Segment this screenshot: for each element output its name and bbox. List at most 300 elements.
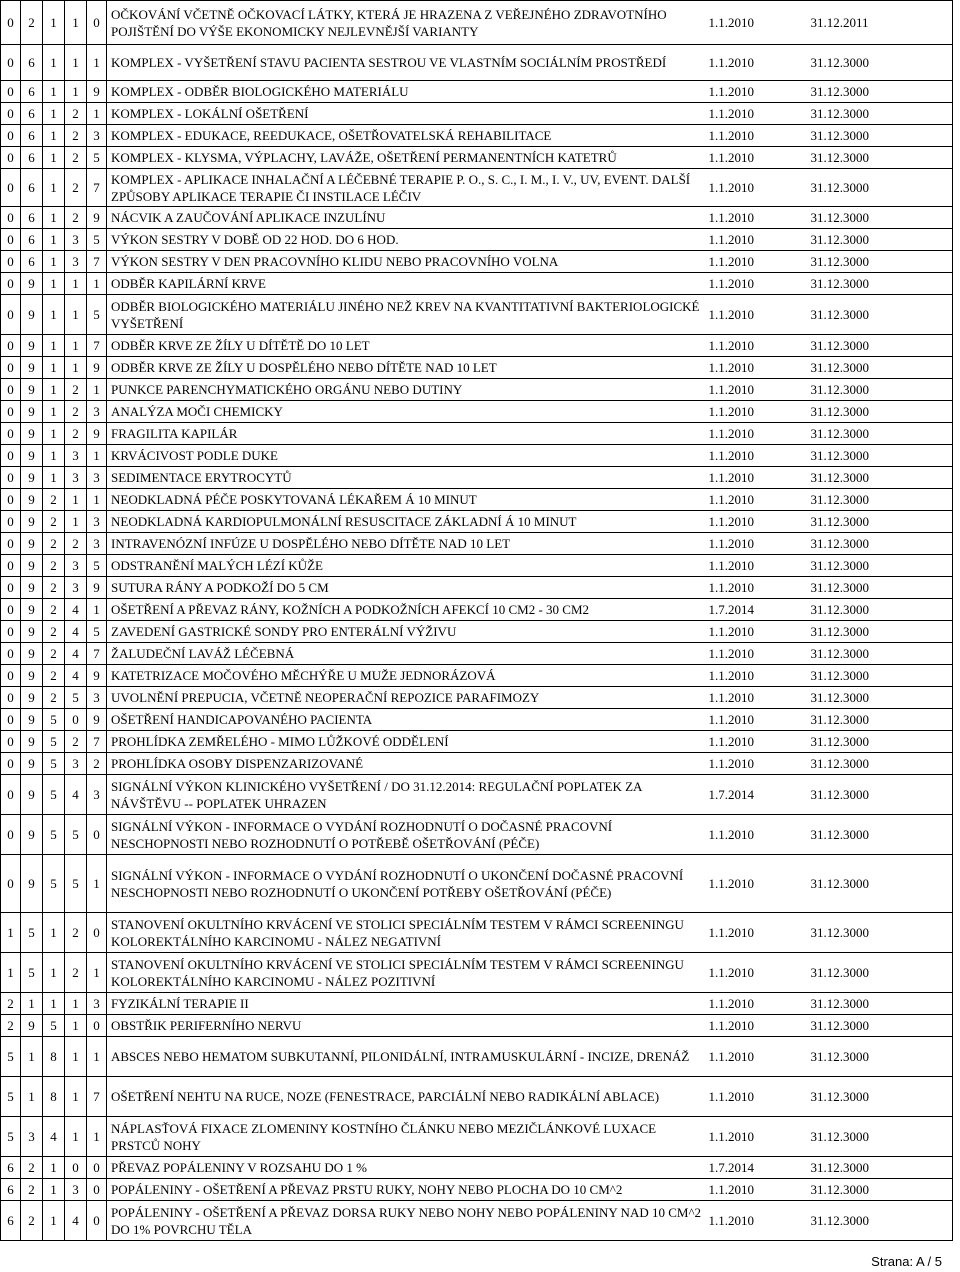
code-digit: 6 bbox=[1, 1201, 21, 1241]
code-digit: 2 bbox=[43, 621, 65, 643]
valid-to-date: 31.12.3000 bbox=[805, 555, 953, 577]
procedure-description: ODBĚR KRVE ZE ŽÍLY U DOSPĚLÉHO NEBO DÍTĚTE NAD 10 LET bbox=[107, 357, 705, 379]
code-digit: 1 bbox=[65, 1, 87, 45]
code-digit: 9 bbox=[21, 815, 43, 855]
valid-from-date: 1.7.2014 bbox=[705, 1157, 805, 1179]
valid-to-date: 31.12.3000 bbox=[805, 913, 953, 953]
procedure-description: SUTURA RÁNY A PODKOŽÍ DO 5 CM bbox=[107, 577, 705, 599]
code-digit: 1 bbox=[65, 45, 87, 81]
code-digit: 0 bbox=[1, 687, 21, 709]
table-row bbox=[1, 855, 953, 913]
procedure-description: POPÁLENINY - OŠETŘENÍ A PŘEVAZ DORSA RUKY NEBO NOHY NEBO POPÁLENINY NAD 10 CM^2 DO 1% POVRCHU TĚLA bbox=[107, 1201, 705, 1241]
code-digit: 9 bbox=[21, 401, 43, 423]
code-digit: 2 bbox=[65, 147, 87, 169]
code-digit: 2 bbox=[1, 1015, 21, 1037]
code-digit: 1 bbox=[1, 953, 21, 993]
code-digit: 0 bbox=[87, 1179, 107, 1201]
code-digit: 3 bbox=[87, 993, 107, 1015]
code-digit: 0 bbox=[1, 643, 21, 665]
code-digit: 0 bbox=[1, 855, 21, 913]
valid-from-date: 1.1.2010 bbox=[705, 665, 805, 687]
table-row bbox=[1, 125, 953, 147]
code-digit: 1 bbox=[65, 273, 87, 295]
procedure-description: OŠETŘENÍ NEHTU NA RUCE, NOZE (FENESTRACE, PARCIÁLNÍ NEBO RADIKÁLNÍ ABLACE) bbox=[107, 1077, 705, 1117]
code-digit: 1 bbox=[43, 273, 65, 295]
code-digit: 1 bbox=[21, 993, 43, 1015]
procedure-description: KOMPLEX - KLYSMA, VÝPLACHY, LAVÁŽE, OŠETŘENÍ PERMANENTNÍCH KATETRŮ bbox=[107, 147, 705, 169]
code-digit: 0 bbox=[1, 81, 21, 103]
valid-from-date: 1.1.2010 bbox=[705, 621, 805, 643]
code-digit: 0 bbox=[1, 423, 21, 445]
procedure-description: KOMPLEX - ODBĚR BIOLOGICKÉHO MATERIÁLU bbox=[107, 81, 705, 103]
code-digit: 0 bbox=[1, 295, 21, 335]
code-digit: 1 bbox=[43, 169, 65, 207]
code-digit: 3 bbox=[87, 775, 107, 815]
table-row bbox=[1, 815, 953, 855]
valid-from-date: 1.1.2010 bbox=[705, 1, 805, 45]
code-digit: 1 bbox=[65, 1077, 87, 1117]
valid-from-date: 1.1.2010 bbox=[705, 357, 805, 379]
code-digit: 0 bbox=[87, 913, 107, 953]
code-digit: 1 bbox=[87, 273, 107, 295]
code-digit: 3 bbox=[65, 1179, 87, 1201]
code-digit: 0 bbox=[1, 103, 21, 125]
valid-to-date: 31.12.3000 bbox=[805, 357, 953, 379]
procedure-description: KRVÁCIVOST PODLE DUKE bbox=[107, 445, 705, 467]
valid-to-date: 31.12.3000 bbox=[805, 379, 953, 401]
code-digit: 9 bbox=[21, 273, 43, 295]
code-digit: 4 bbox=[65, 665, 87, 687]
procedure-description: PUNKCE PARENCHYMATICKÉHO ORGÁNU NEBO DUTINY bbox=[107, 379, 705, 401]
valid-from-date: 1.1.2010 bbox=[705, 1117, 805, 1157]
code-digit: 2 bbox=[65, 533, 87, 555]
table-row bbox=[1, 423, 953, 445]
code-digit: 1 bbox=[43, 467, 65, 489]
table-row bbox=[1, 709, 953, 731]
code-digit: 0 bbox=[1, 621, 21, 643]
procedure-description: KOMPLEX - VYŠETŘENÍ STAVU PACIENTA SESTROU VE VLASTNÍM SOCIÁLNÍM PROSTŘEDÍ bbox=[107, 45, 705, 81]
valid-to-date: 31.12.3000 bbox=[805, 1117, 953, 1157]
code-digit: 4 bbox=[43, 1117, 65, 1157]
code-digit: 0 bbox=[87, 1157, 107, 1179]
valid-to-date: 31.12.3000 bbox=[805, 1179, 953, 1201]
procedure-description: ZAVEDENÍ GASTRICKÉ SONDY PRO ENTERÁLNÍ VÝŽIVU bbox=[107, 621, 705, 643]
code-digit: 0 bbox=[1, 379, 21, 401]
procedure-description: KATETRIZACE MOČOVÉHO MĚCHÝŘE U MUŽE JEDNORÁZOVÁ bbox=[107, 665, 705, 687]
code-digit: 6 bbox=[21, 147, 43, 169]
code-digit: 8 bbox=[43, 1077, 65, 1117]
code-digit: 5 bbox=[21, 913, 43, 953]
valid-to-date: 31.12.3000 bbox=[805, 815, 953, 855]
table-body bbox=[1, 1, 953, 1241]
code-digit: 0 bbox=[1, 511, 21, 533]
code-digit: 0 bbox=[1, 45, 21, 81]
code-digit: 1 bbox=[43, 81, 65, 103]
code-digit: 9 bbox=[21, 687, 43, 709]
valid-to-date: 31.12.3000 bbox=[805, 1077, 953, 1117]
valid-from-date: 1.1.2010 bbox=[705, 489, 805, 511]
code-digit: 5 bbox=[87, 147, 107, 169]
code-digit: 3 bbox=[87, 467, 107, 489]
valid-to-date: 31.12.3000 bbox=[805, 401, 953, 423]
code-digit: 5 bbox=[87, 295, 107, 335]
code-digit: 3 bbox=[65, 577, 87, 599]
code-digit: 6 bbox=[21, 169, 43, 207]
code-digit: 9 bbox=[87, 665, 107, 687]
table-row bbox=[1, 993, 953, 1015]
table-row bbox=[1, 1117, 953, 1157]
procedure-description: NÁPLASŤOVÁ FIXACE ZLOMENINY KOSTNÍHO ČLÁNKU NEBO MEZIČLÁNKOVÉ LUXACE PRSTCŮ NOHY bbox=[107, 1117, 705, 1157]
procedure-description: OČKOVÁNÍ VČETNĚ OČKOVACÍ LÁTKY, KTERÁ JE HRAZENA Z VEŘEJNÉHO ZDRAVOTNÍHO POJIŠTĚNÍ DO VÝŠE EKONOMICKY NEJLEVNĚJŠÍ VARIANTY bbox=[107, 1, 705, 45]
code-digit: 1 bbox=[43, 379, 65, 401]
code-digit: 0 bbox=[65, 1157, 87, 1179]
code-digit: 0 bbox=[87, 1, 107, 45]
code-digit: 6 bbox=[21, 125, 43, 147]
code-digit: 9 bbox=[21, 467, 43, 489]
valid-from-date: 1.1.2010 bbox=[705, 709, 805, 731]
table-row bbox=[1, 1015, 953, 1037]
table-row bbox=[1, 147, 953, 169]
code-digit: 2 bbox=[1, 993, 21, 1015]
code-digit: 1 bbox=[65, 489, 87, 511]
valid-to-date: 31.12.3000 bbox=[805, 577, 953, 599]
valid-from-date: 1.7.2014 bbox=[705, 775, 805, 815]
code-digit: 1 bbox=[65, 295, 87, 335]
valid-to-date: 31.12.3000 bbox=[805, 1037, 953, 1077]
code-digit: 1 bbox=[87, 953, 107, 993]
table-row bbox=[1, 169, 953, 207]
procedure-description: VÝKON SESTRY V DEN PRACOVNÍHO KLIDU NEBO PRACOVNÍHO VOLNA bbox=[107, 251, 705, 273]
valid-from-date: 1.1.2010 bbox=[705, 815, 805, 855]
code-digit: 0 bbox=[1, 489, 21, 511]
valid-to-date: 31.12.3000 bbox=[805, 103, 953, 125]
code-digit: 0 bbox=[1, 815, 21, 855]
procedure-description: OŠETŘENÍ HANDICAPOVANÉHO PACIENTA bbox=[107, 709, 705, 731]
code-digit: 0 bbox=[1, 147, 21, 169]
code-digit: 2 bbox=[65, 401, 87, 423]
code-digit: 1 bbox=[1, 913, 21, 953]
code-digit: 2 bbox=[43, 687, 65, 709]
code-digit: 2 bbox=[21, 1179, 43, 1201]
valid-to-date: 31.12.3000 bbox=[805, 953, 953, 993]
procedure-description: NÁCVIK A ZAUČOVÁNÍ APLIKACE INZULÍNU bbox=[107, 207, 705, 229]
code-digit: 2 bbox=[65, 423, 87, 445]
procedure-description: SIGNÁLNÍ VÝKON - INFORMACE O VYDÁNÍ ROZHODNUTÍ O UKONČENÍ DOČASNÉ PRACOVNÍ NESCHOPNOSTI NEBO ROZHODNUTÍ O UKONČENÍ POTŘEBY OŠETŘOVÁNÍ (PÉČE) bbox=[107, 855, 705, 913]
valid-from-date: 1.1.2010 bbox=[705, 577, 805, 599]
code-digit: 9 bbox=[21, 295, 43, 335]
code-digit: 1 bbox=[65, 1037, 87, 1077]
procedure-description: STANOVENÍ OKULTNÍHO KRVÁCENÍ VE STOLICI SPECIÁLNÍM TESTEM V RÁMCI SCREENINGU KOLOREKTÁLNÍHO KARCINOMU - NÁLEZ POZITIVNÍ bbox=[107, 953, 705, 993]
valid-to-date: 31.12.3000 bbox=[805, 643, 953, 665]
table-row bbox=[1, 335, 953, 357]
code-digit: 3 bbox=[65, 251, 87, 273]
code-digit: 1 bbox=[87, 1117, 107, 1157]
code-digit: 0 bbox=[1, 467, 21, 489]
valid-to-date: 31.12.3000 bbox=[805, 251, 953, 273]
code-digit: 8 bbox=[43, 1037, 65, 1077]
code-digit: 0 bbox=[1, 1, 21, 45]
code-digit: 0 bbox=[1, 357, 21, 379]
procedure-description: ODBĚR BIOLOGICKÉHO MATERIÁLU JINÉHO NEŽ KREV NA KVANTITATIVNÍ BAKTERIOLOGICKÉ VYŠETŘENÍ bbox=[107, 295, 705, 335]
valid-to-date: 31.12.3000 bbox=[805, 855, 953, 913]
valid-to-date: 31.12.3000 bbox=[805, 687, 953, 709]
table-row bbox=[1, 207, 953, 229]
code-digit: 2 bbox=[65, 953, 87, 993]
code-digit: 0 bbox=[1, 731, 21, 753]
code-digit: 0 bbox=[1, 753, 21, 775]
table-row bbox=[1, 45, 953, 81]
code-digit: 0 bbox=[1, 169, 21, 207]
valid-to-date: 31.12.2011 bbox=[805, 1, 953, 45]
code-digit: 3 bbox=[87, 511, 107, 533]
table-row bbox=[1, 577, 953, 599]
code-digit: 6 bbox=[1, 1179, 21, 1201]
code-digit: 2 bbox=[65, 731, 87, 753]
table-row bbox=[1, 913, 953, 953]
table-row bbox=[1, 775, 953, 815]
code-digit: 9 bbox=[87, 207, 107, 229]
code-digit: 5 bbox=[87, 555, 107, 577]
code-digit: 1 bbox=[43, 423, 65, 445]
code-digit: 1 bbox=[43, 207, 65, 229]
valid-to-date: 31.12.3000 bbox=[805, 169, 953, 207]
code-digit: 9 bbox=[21, 335, 43, 357]
code-digit: 9 bbox=[21, 855, 43, 913]
procedure-description: STANOVENÍ OKULTNÍHO KRVÁCENÍ VE STOLICI SPECIÁLNÍM TESTEM V RÁMCI SCREENINGU KOLOREKTÁLNÍHO KARCINOMU - NÁLEZ NEGATIVNÍ bbox=[107, 913, 705, 953]
code-digit: 9 bbox=[21, 577, 43, 599]
code-digit: 9 bbox=[21, 533, 43, 555]
table-row bbox=[1, 1, 953, 45]
procedure-description: POPÁLENINY - OŠETŘENÍ A PŘEVAZ PRSTU RUKY, NOHY NEBO PLOCHA DO 10 CM^2 bbox=[107, 1179, 705, 1201]
valid-to-date: 31.12.3000 bbox=[805, 125, 953, 147]
valid-from-date: 1.1.2010 bbox=[705, 1037, 805, 1077]
code-digit: 5 bbox=[65, 687, 87, 709]
table-row bbox=[1, 103, 953, 125]
code-digit: 1 bbox=[43, 401, 65, 423]
code-digit: 0 bbox=[1, 533, 21, 555]
valid-from-date: 1.1.2010 bbox=[705, 555, 805, 577]
code-digit: 9 bbox=[21, 379, 43, 401]
table-row bbox=[1, 357, 953, 379]
valid-from-date: 1.1.2010 bbox=[705, 687, 805, 709]
code-digit: 1 bbox=[43, 1201, 65, 1241]
code-digit: 9 bbox=[21, 511, 43, 533]
code-digit: 9 bbox=[87, 81, 107, 103]
table-row bbox=[1, 599, 953, 621]
code-digit: 0 bbox=[1, 599, 21, 621]
code-digit: 4 bbox=[65, 599, 87, 621]
code-digit: 1 bbox=[43, 125, 65, 147]
code-digit: 7 bbox=[87, 335, 107, 357]
code-digit: 5 bbox=[43, 731, 65, 753]
procedure-description: ODBĚR KRVE ZE ŽÍLY U DÍTĚTĚ DO 10 LET bbox=[107, 335, 705, 357]
code-digit: 1 bbox=[43, 913, 65, 953]
table-row bbox=[1, 1179, 953, 1201]
code-digit: 0 bbox=[1, 229, 21, 251]
table-row bbox=[1, 953, 953, 993]
code-digit: 1 bbox=[87, 45, 107, 81]
procedure-description: PROHLÍDKA OSOBY DISPENZARIZOVANÉ bbox=[107, 753, 705, 775]
valid-to-date: 31.12.3000 bbox=[805, 273, 953, 295]
valid-to-date: 31.12.3000 bbox=[805, 533, 953, 555]
code-digit: 0 bbox=[1, 207, 21, 229]
code-digit: 4 bbox=[65, 643, 87, 665]
code-digit: 0 bbox=[1, 251, 21, 273]
code-digit: 1 bbox=[65, 1015, 87, 1037]
valid-to-date: 31.12.3000 bbox=[805, 489, 953, 511]
code-digit: 0 bbox=[87, 1201, 107, 1241]
code-digit: 9 bbox=[21, 731, 43, 753]
procedure-description: FRAGILITA KAPILÁR bbox=[107, 423, 705, 445]
code-digit: 1 bbox=[43, 103, 65, 125]
code-digit: 2 bbox=[43, 577, 65, 599]
code-digit: 1 bbox=[43, 1157, 65, 1179]
valid-from-date: 1.1.2010 bbox=[705, 731, 805, 753]
code-digit: 1 bbox=[65, 511, 87, 533]
code-digit: 2 bbox=[87, 753, 107, 775]
table-row bbox=[1, 731, 953, 753]
code-digit: 1 bbox=[87, 489, 107, 511]
code-digit: 1 bbox=[65, 335, 87, 357]
valid-from-date: 1.1.2010 bbox=[705, 533, 805, 555]
code-digit: 1 bbox=[43, 335, 65, 357]
code-digit: 5 bbox=[1, 1117, 21, 1157]
code-digit: 6 bbox=[21, 103, 43, 125]
valid-from-date: 1.1.2010 bbox=[705, 229, 805, 251]
table-row bbox=[1, 511, 953, 533]
procedure-description: UVOLNĚNÍ PREPUCIA, VČETNĚ NEOPERAČNÍ REPOZICE PARAFIMOZY bbox=[107, 687, 705, 709]
code-digit: 5 bbox=[65, 855, 87, 913]
code-digit: 5 bbox=[1, 1037, 21, 1077]
code-digit: 1 bbox=[43, 445, 65, 467]
procedure-description: NEODKLADNÁ PÉČE POSKYTOVANÁ LÉKAŘEM Á 10 MINUT bbox=[107, 489, 705, 511]
procedure-description: VÝKON SESTRY V DOBĚ OD 22 HOD. DO 6 HOD. bbox=[107, 229, 705, 251]
code-digit: 0 bbox=[1, 709, 21, 731]
code-digit: 7 bbox=[87, 251, 107, 273]
code-digit: 9 bbox=[21, 665, 43, 687]
code-digit: 1 bbox=[43, 1, 65, 45]
code-digit: 1 bbox=[43, 1179, 65, 1201]
code-digit: 5 bbox=[43, 753, 65, 775]
table-row bbox=[1, 295, 953, 335]
code-digit: 9 bbox=[87, 423, 107, 445]
valid-from-date: 1.7.2014 bbox=[705, 599, 805, 621]
code-digit: 5 bbox=[43, 855, 65, 913]
valid-to-date: 31.12.3000 bbox=[805, 81, 953, 103]
code-digit: 1 bbox=[43, 229, 65, 251]
table-row bbox=[1, 1157, 953, 1179]
code-digit: 5 bbox=[43, 1015, 65, 1037]
code-digit: 0 bbox=[1, 665, 21, 687]
code-digit: 3 bbox=[87, 533, 107, 555]
valid-to-date: 31.12.3000 bbox=[805, 1157, 953, 1179]
code-digit: 9 bbox=[21, 621, 43, 643]
code-digit: 9 bbox=[21, 709, 43, 731]
code-digit: 2 bbox=[43, 665, 65, 687]
code-digit: 6 bbox=[21, 207, 43, 229]
procedure-description: SEDIMENTACE ERYTROCYTŮ bbox=[107, 467, 705, 489]
code-digit: 0 bbox=[1, 335, 21, 357]
code-digit: 3 bbox=[65, 555, 87, 577]
code-digit: 9 bbox=[21, 1015, 43, 1037]
valid-from-date: 1.1.2010 bbox=[705, 423, 805, 445]
valid-from-date: 1.1.2010 bbox=[705, 125, 805, 147]
code-digit: 4 bbox=[65, 775, 87, 815]
code-digit: 0 bbox=[1, 273, 21, 295]
code-digit: 1 bbox=[43, 993, 65, 1015]
valid-to-date: 31.12.3000 bbox=[805, 731, 953, 753]
table-row bbox=[1, 1037, 953, 1077]
code-digit: 9 bbox=[21, 753, 43, 775]
code-digit: 3 bbox=[65, 229, 87, 251]
valid-from-date: 1.1.2010 bbox=[705, 511, 805, 533]
procedure-description: ŽALUDEČNÍ LAVÁŽ LÉČEBNÁ bbox=[107, 643, 705, 665]
code-digit: 1 bbox=[87, 379, 107, 401]
code-digit: 5 bbox=[87, 621, 107, 643]
procedure-description: ODBĚR KAPILÁRNÍ KRVE bbox=[107, 273, 705, 295]
procedure-description: ANALÝZA MOČI CHEMICKY bbox=[107, 401, 705, 423]
valid-from-date: 1.1.2010 bbox=[705, 295, 805, 335]
code-digit: 5 bbox=[21, 953, 43, 993]
procedure-description: NEODKLADNÁ KARDIOPULMONÁLNÍ RESUSCITACE ZÁKLADNÍ Á 10 MINUT bbox=[107, 511, 705, 533]
valid-to-date: 31.12.3000 bbox=[805, 207, 953, 229]
code-digit: 1 bbox=[43, 45, 65, 81]
code-digit: 3 bbox=[65, 467, 87, 489]
valid-to-date: 31.12.3000 bbox=[805, 993, 953, 1015]
valid-to-date: 31.12.3000 bbox=[805, 45, 953, 81]
table-row bbox=[1, 229, 953, 251]
code-digit: 2 bbox=[65, 913, 87, 953]
code-digit: 7 bbox=[87, 643, 107, 665]
code-digit: 9 bbox=[21, 555, 43, 577]
code-digit: 1 bbox=[43, 251, 65, 273]
code-digit: 1 bbox=[87, 1037, 107, 1077]
code-digit: 6 bbox=[21, 81, 43, 103]
code-digit: 7 bbox=[87, 169, 107, 207]
valid-from-date: 1.1.2010 bbox=[705, 753, 805, 775]
code-digit: 9 bbox=[21, 599, 43, 621]
procedure-description: ABSCES NEBO HEMATOM SUBKUTANNÍ, PILONIDÁLNÍ, INTRAMUSKULÁRNÍ - INCIZE, DRENÁŽ bbox=[107, 1037, 705, 1077]
valid-to-date: 31.12.3000 bbox=[805, 445, 953, 467]
code-digit: 0 bbox=[1, 577, 21, 599]
valid-from-date: 1.1.2010 bbox=[705, 855, 805, 913]
valid-from-date: 1.1.2010 bbox=[705, 273, 805, 295]
valid-from-date: 1.1.2010 bbox=[705, 147, 805, 169]
valid-to-date: 31.12.3000 bbox=[805, 621, 953, 643]
table-row bbox=[1, 621, 953, 643]
code-digit: 2 bbox=[65, 207, 87, 229]
page-number: Strana: A / 5 bbox=[871, 1254, 942, 1269]
code-digit: 9 bbox=[21, 643, 43, 665]
code-digit: 2 bbox=[43, 511, 65, 533]
code-digit: 5 bbox=[87, 229, 107, 251]
code-digit: 9 bbox=[21, 775, 43, 815]
procedure-description: OBSTŘIK PERIFERNÍHO NERVU bbox=[107, 1015, 705, 1037]
code-digit: 3 bbox=[21, 1117, 43, 1157]
code-digit: 2 bbox=[43, 599, 65, 621]
valid-to-date: 31.12.3000 bbox=[805, 511, 953, 533]
code-digit: 0 bbox=[1, 445, 21, 467]
code-digit: 1 bbox=[65, 357, 87, 379]
code-digit: 2 bbox=[65, 103, 87, 125]
code-digit: 1 bbox=[87, 445, 107, 467]
procedure-description: SIGNÁLNÍ VÝKON KLINICKÉHO VYŠETŘENÍ / DO 31.12.2014: REGULAČNÍ POPLATEK ZA NÁVŠTĚVU -- POPLATEK UHRAZEN bbox=[107, 775, 705, 815]
valid-from-date: 1.1.2010 bbox=[705, 1077, 805, 1117]
code-digit: 9 bbox=[21, 423, 43, 445]
valid-from-date: 1.1.2010 bbox=[705, 467, 805, 489]
valid-to-date: 31.12.3000 bbox=[805, 665, 953, 687]
code-digit: 1 bbox=[87, 599, 107, 621]
